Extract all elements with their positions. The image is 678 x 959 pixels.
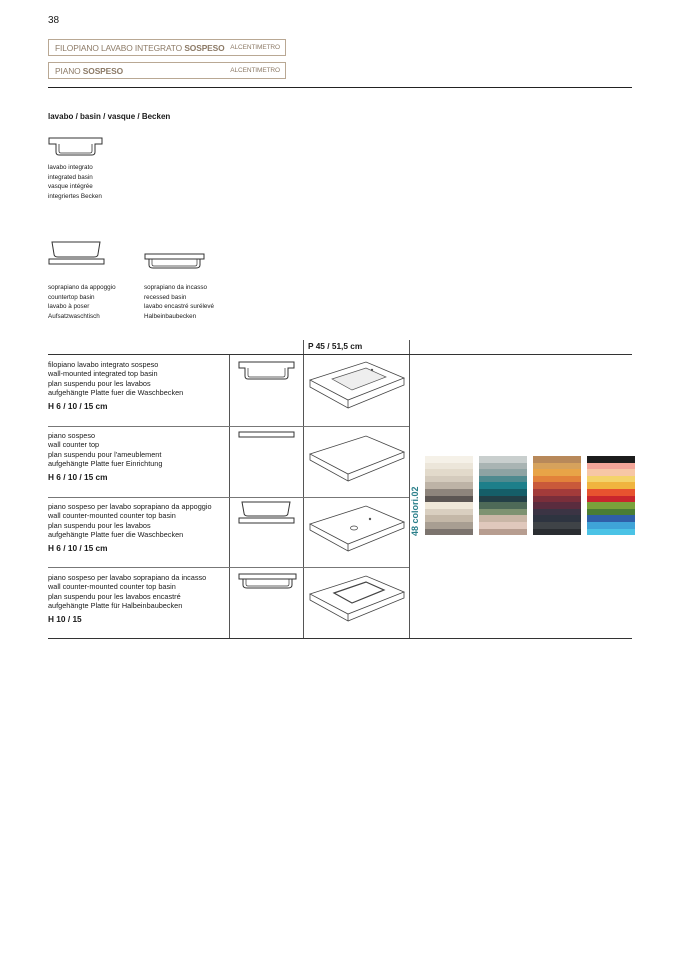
color-swatch [533, 515, 581, 522]
color-column [425, 456, 473, 535]
integrated-top-section-icon [238, 360, 296, 382]
color-swatch [479, 509, 527, 516]
color-swatch [587, 456, 635, 463]
color-swatch [587, 482, 635, 489]
color-swatch [533, 463, 581, 470]
countertop-basin-3d-icon [308, 502, 406, 562]
color-swatch [533, 469, 581, 476]
color-swatch [425, 522, 473, 529]
color-swatch [479, 476, 527, 483]
color-swatch [533, 509, 581, 516]
height-label: H 6 / 10 / 15 cm [48, 400, 108, 411]
basin-heading: lavabo / basin / vasque / Becken [48, 112, 171, 121]
color-swatch [533, 476, 581, 483]
color-swatch [479, 482, 527, 489]
integrated-basin-icon [48, 134, 104, 158]
height-label: H 6 / 10 / 15 cm [48, 542, 108, 553]
recessed-basin-3d-icon [308, 572, 406, 634]
color-swatch [533, 482, 581, 489]
color-swatch [425, 489, 473, 496]
column-header: P 45 / 51,5 cm [308, 341, 363, 351]
table-divider [303, 340, 304, 638]
page-number: 38 [48, 15, 60, 26]
color-swatch [533, 529, 581, 536]
color-swatch [533, 489, 581, 496]
color-swatch [533, 522, 581, 529]
color-swatch [425, 515, 473, 522]
color-swatch [587, 496, 635, 503]
color-swatch [479, 502, 527, 509]
color-column [479, 456, 527, 535]
color-swatch [479, 515, 527, 522]
color-swatch [533, 496, 581, 503]
basin-type-countertop: soprapiano da appoggio countertop basin lavabo à poser Aufsatzwaschtisch [48, 284, 116, 320]
color-swatch [425, 529, 473, 536]
integrated-top-3d-icon [308, 360, 406, 422]
basin-type-integrated: lavabo integrato integrated basin vasque intégrée integriertes Becken [48, 164, 102, 200]
brand-label: ALCENTIMETRO [230, 67, 280, 74]
color-swatch [587, 522, 635, 529]
row-separator [48, 567, 409, 568]
product-tag-title: FILOPIANO LAVABO INTEGRATO SOSPESO [55, 42, 225, 53]
color-swatch [587, 489, 635, 496]
color-swatch [587, 529, 635, 536]
color-column [533, 456, 581, 535]
basin-type-recessed: soprapiano da incasso recessed basin lavabo encastré surélevé Halbeinbaubecken [144, 284, 215, 320]
color-swatch [587, 469, 635, 476]
recessed-basin-icon [144, 252, 206, 276]
color-swatch [425, 502, 473, 509]
color-swatch [479, 522, 527, 529]
color-column [587, 456, 635, 535]
header-rule [48, 87, 632, 88]
color-swatch [587, 502, 635, 509]
row-separator [48, 497, 409, 498]
color-swatch [479, 489, 527, 496]
color-swatch [479, 469, 527, 476]
height-label: H 10 / 15 [48, 613, 82, 624]
color-swatch [425, 496, 473, 503]
product-tag-piano [48, 62, 286, 79]
color-swatch [587, 463, 635, 470]
color-swatch [479, 463, 527, 470]
color-swatch [587, 515, 635, 522]
table-bottom-rule [48, 638, 632, 639]
color-swatch [425, 463, 473, 470]
table-row: piano sospeso wall counter top plan suspendu pour l'ameublement aufgehängte Platte fuer Einrichtung H 6 / 10 / 15 cm [48, 431, 163, 482]
color-palette [425, 456, 635, 535]
table-row: filopiano lavabo integrato sospeso wall-mounted integrated top basin plan suspendu pour les lavabos aufgehängte Platte fuer die Waschbecken H 6 / 10 / 15 cm [48, 360, 184, 411]
color-swatch [425, 456, 473, 463]
table-row: piano sospeso per lavabo soprapiano da appoggio wall counter-mounted counter top basin plan suspendu pour les lavabos aufgehängte Platte fuer die Waschbecken H 6 / 10 / 15 cm [48, 502, 212, 553]
counter-top-section-icon [238, 430, 296, 440]
color-swatch [533, 502, 581, 509]
color-swatch [533, 456, 581, 463]
color-swatch [425, 469, 473, 476]
countertop-basin-icon [48, 240, 106, 268]
row-separator [48, 426, 409, 427]
color-swatch [425, 476, 473, 483]
height-label: H 6 / 10 / 15 cm [48, 471, 108, 482]
recessed-basin-section-icon [238, 572, 298, 596]
color-swatch [425, 482, 473, 489]
table-top-rule [48, 354, 632, 355]
color-swatch [425, 509, 473, 516]
countertop-basin-section-icon [238, 500, 296, 526]
product-tag-title: PIANO SOSPESO [55, 65, 124, 76]
color-swatch [479, 496, 527, 503]
table-row: piano sospeso per lavabo soprapiano da incasso wall counter-mounted counter top basin plan suspendu pour les lavabos encastré aufgehängte Platte für Halbeinbaubecken H 10 / 15 [48, 573, 207, 624]
brand-label: ALCENTIMETRO [230, 44, 280, 51]
product-tag-integrated [48, 39, 286, 56]
color-swatch [587, 509, 635, 516]
color-swatch [587, 476, 635, 483]
counter-top-3d-icon [308, 432, 406, 492]
color-swatch [479, 529, 527, 536]
colors-label: 48 colori.02 [410, 486, 420, 536]
color-swatch [479, 456, 527, 463]
